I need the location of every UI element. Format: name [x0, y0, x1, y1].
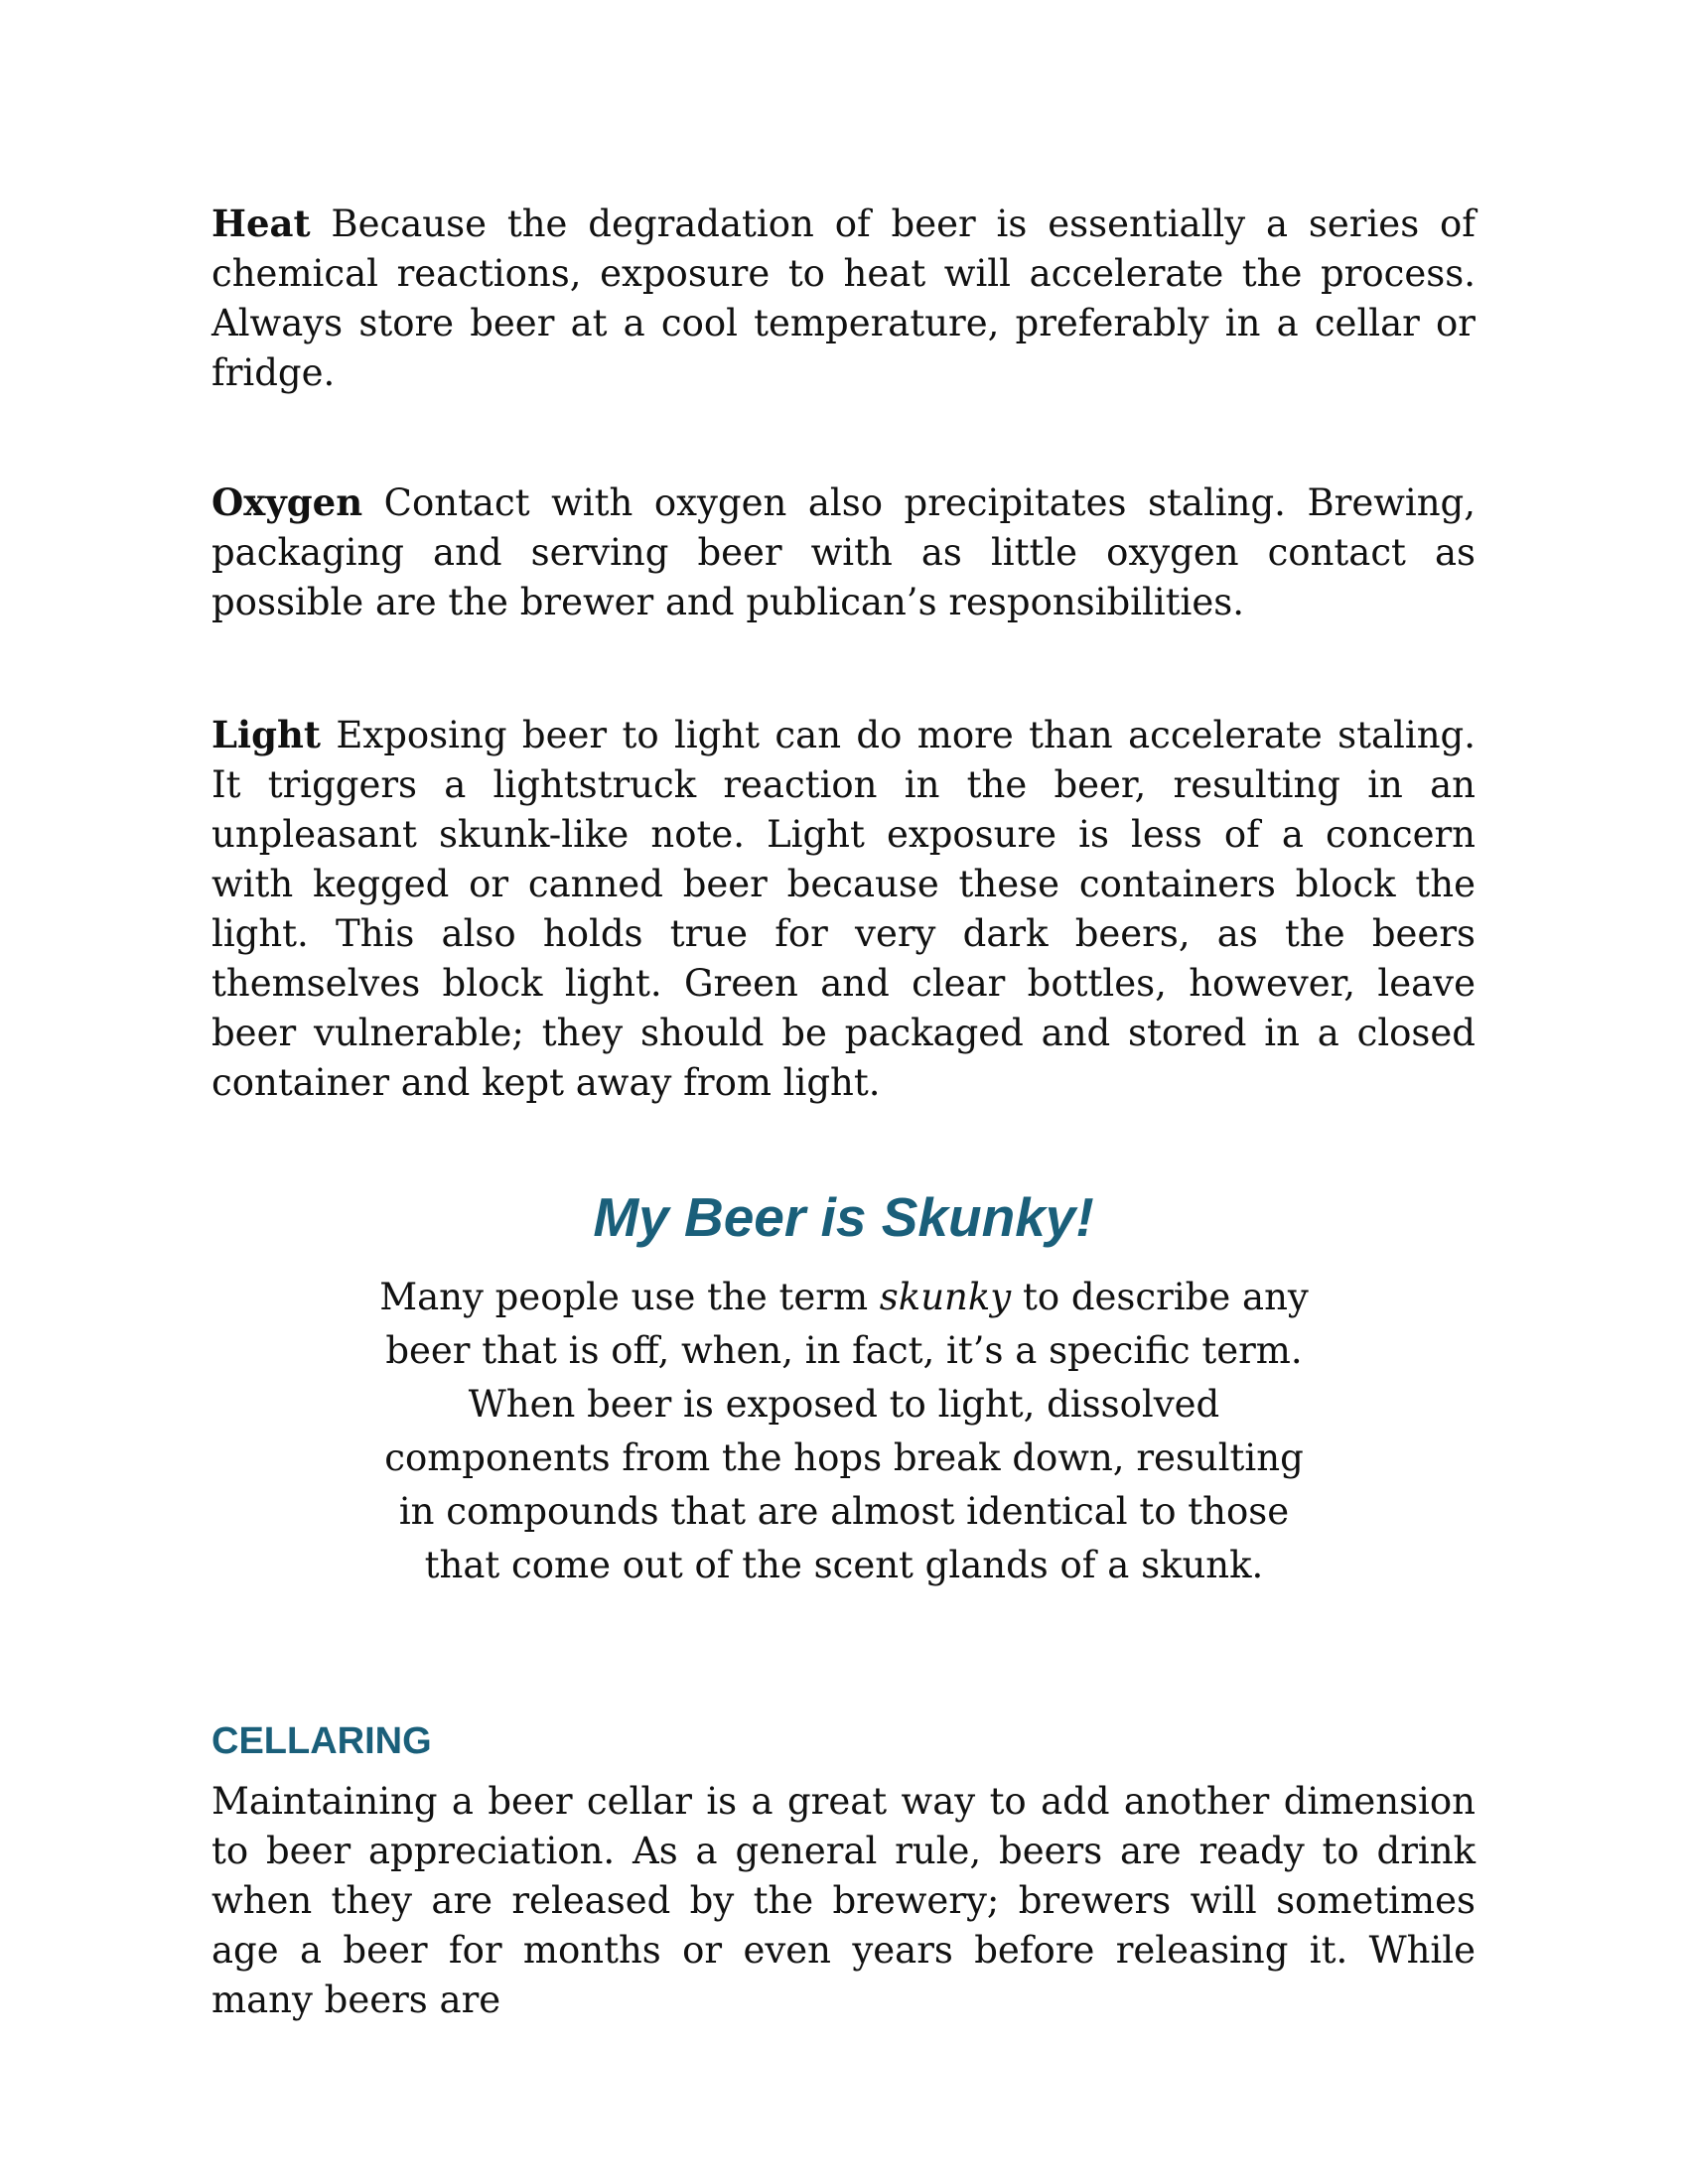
oxygen-term: Oxygen — [211, 480, 363, 524]
sidebar-text-before: Many people use the term — [379, 1276, 880, 1318]
cellaring-heading: CELLARING — [211, 1720, 432, 1762]
heat-term: Heat — [211, 202, 311, 245]
light-text: Exposing beer to light can do more than accelerate staling. It triggers a lightstruck reaction in the beer, resulting in an unpleasant skunk-like note. Light exposure is less of a concern with kegged or canned beer because these containers block the light. This also holds true for very dark beers, as the beers themselves block light. Green and clear bottles, however, leave beer vulnerable; they should be packaged and stored in a closed container and kept away from light. — [211, 714, 1476, 1104]
cellaring-paragraph: Maintaining a beer cellar is a great way to add another dimension to beer appreciation. As a general rule, beers are ready to drink when they are released by the brewery; brewers will sometimes age a beer for months or even years before releasing it. While many beers are — [211, 1780, 1476, 2021]
sidebar-body — [377, 1271, 1311, 1592]
heat-paragraph — [211, 199, 1476, 398]
sidebar-emphasis: skunky — [879, 1276, 1012, 1318]
oxygen-paragraph — [211, 478, 1476, 627]
light-term: Light — [211, 713, 321, 756]
heat-text: Because the degradation of beer is essentially a series of chemical reactions, exposure to heat will accelerate the process. Always store beer at a cool temperature, preferably in a cellar or fridge. — [211, 203, 1476, 394]
oxygen-text: Contact with oxygen also precipitates staling. Brewing, packaging and serving beer with as little oxygen contact as possible are the brewer and publican’s responsibilities. — [211, 481, 1476, 623]
sidebar-title: My Beer is Skunky! — [593, 1186, 1094, 1248]
light-paragraph — [211, 710, 1476, 1108]
sidebar-text-after: to describe any beer that is off, when, in fact, it’s a specific term. When beer is exposed to light, dissolved components from the hops break down, resulting in compounds that are almost identical to those that come out of the scent glands of a skunk. — [384, 1276, 1309, 1586]
